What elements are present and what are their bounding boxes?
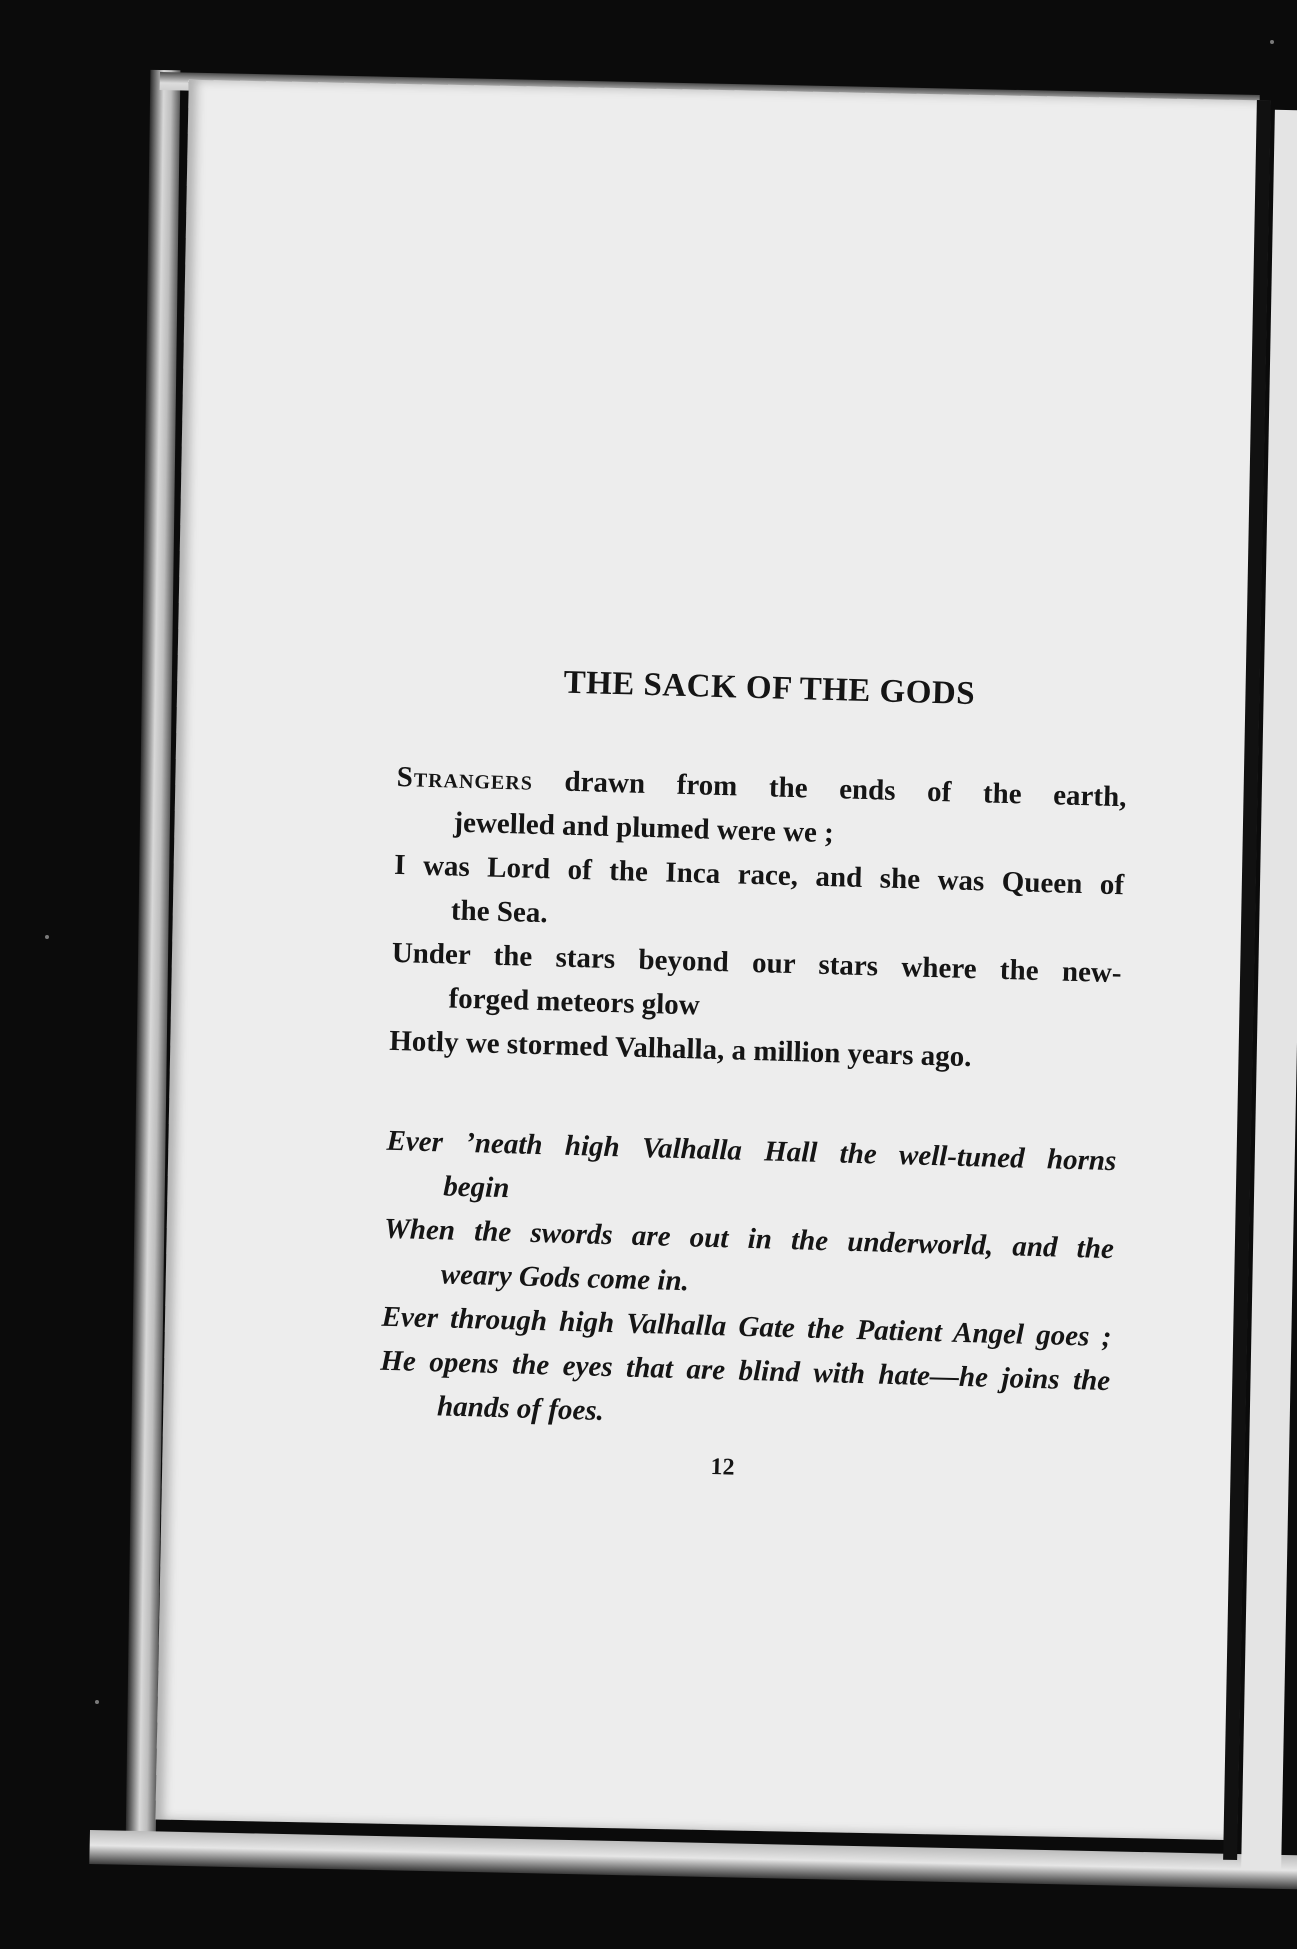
line-text: drawn from the ends of the earth, (532, 764, 1127, 814)
poem-line: When the swords are out in the underworld, and the (383, 1212, 1115, 1266)
stanza-1 (389, 755, 1127, 1083)
poem-line: Hotly we stormed Valhalla, a million years ago. (388, 1024, 973, 1074)
poem-line: Ever ’neath high Valhalla Hall the well-tuned horns (386, 1124, 1117, 1178)
page-number: 12 (710, 1453, 735, 1481)
poem-line: begin (442, 1170, 510, 1205)
poem-line: He opens the eyes that are blind with hate—he joins the (379, 1344, 1111, 1398)
poem-line: jewelled and plumed were we ; (453, 806, 835, 850)
poem-line: I was Lord of the Inca race, and she was Queen of (393, 848, 1125, 902)
scan-speck (95, 1700, 99, 1704)
poem-line: Under the stars beyond our stars where the new- (391, 936, 1122, 990)
stanza-2 (379, 1119, 1117, 1447)
scan-speck (45, 935, 49, 939)
poem-line: the Sea. (450, 894, 549, 930)
drop-word: Strangers (396, 760, 534, 797)
page-bottom-edge (89, 1830, 1297, 1889)
poem-line: forged meteors glow (448, 982, 701, 1022)
poem-title: THE SACK OF THE GODS (563, 664, 976, 713)
poem-line: weary Gods come in. (440, 1258, 690, 1298)
poem-line: hands of foes. (436, 1390, 605, 1427)
poem-line: Ever through high Valhalla Gate the Patient Angel goes ; (381, 1300, 1112, 1354)
page-content (377, 660, 1129, 1492)
scan-speck (1270, 40, 1274, 44)
